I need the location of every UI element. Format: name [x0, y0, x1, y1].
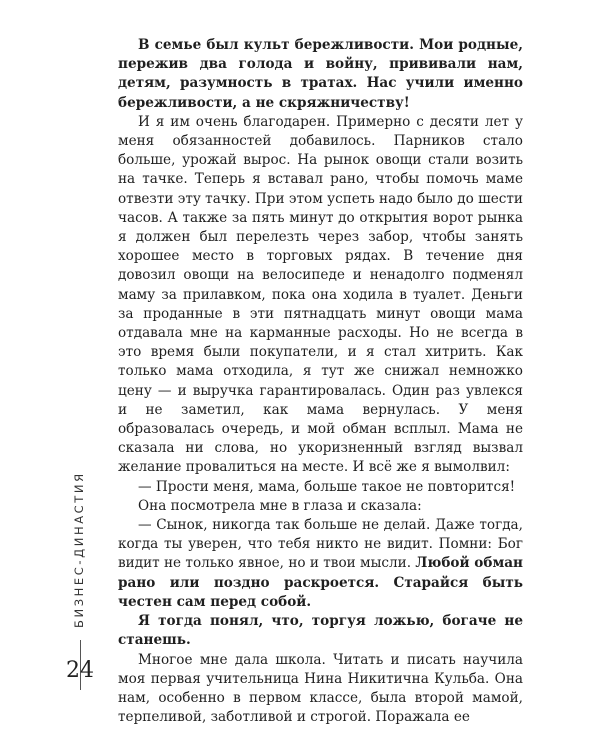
paragraph-thrift: В семье был культ бережливости. Мои родные, пережив два голода и войну, прививали нам, детям, разумность в тратах. Нас учили именно бережливости, а не скряжничеству!: [118, 37, 523, 111]
paragraph-market: И я им очень благодарен. Примерно с десяти лет у меня обязанностей добавилось. Парников стало больше, урожай вырос. На рынок овощи стали возить на тачке. Теперь я вставал рано, чтобы помочь маме отвезти эту тачку. При этом успеть надо было до шести часов. А также за пять минут до открытия ворот рынка я должен был перелезть через забор, чтобы занять хорошее место в торговых рядах. В течение дня довозил овощи на велосипеде и ненадолго подменял маму за прилавком, пока она ходила в туалет. Деньги за проданные в эти пятнадцать минут овощи мама отдавала мне на карманные расходы. Но не всегда в это время были покупатели, и я стал хитрить. Как только мама отходила, я тут же снижал немножко цену — и выручка гарантировалась. Один раз увлекся и не заметил, как мама вернулась. У меня образовалась очередь, и мой обман всплыл. Мама не сказала ни слова, но укоризненный взгляд вызвал желание провалиться на месте. И всё же я вымолвил:: [118, 113, 523, 476]
paragraph-mother-look: Она посмотрела мне в глаза и сказала:: [138, 497, 422, 514]
paragraph-mother-words: [118, 516, 523, 612]
page-number: 24: [66, 658, 94, 683]
paragraph-school: Многое мне дала школа. Читать и писать научила моя первая учительница Нина Никитична Кульба. Она нам, особенно в первом классе, была второй мамой, терпеливой, заботливой и строгой. Поражала ее: [118, 651, 523, 726]
running-head: БИЗНЕС-ДИНАСТИЯ: [72, 471, 86, 628]
mother-words-bold: Любой обман рано или поздно раскроется. Старайся быть честен сам перед собой.: [118, 555, 524, 610]
paragraph-lesson: Я тогда понял, что, торгуя ложью, богаче не станешь.: [118, 613, 523, 649]
paragraph-apology: — Прости меня, мама, больше такое не повторится!: [138, 478, 516, 495]
body-text: [118, 36, 523, 727]
mother-words-plain: — Сынок, никогда так больше не делай. Даже тогда, когда ты уверен, что тебя никто не видит. Помни: Бог видит не только явное, но и твои мысли.: [118, 517, 523, 572]
